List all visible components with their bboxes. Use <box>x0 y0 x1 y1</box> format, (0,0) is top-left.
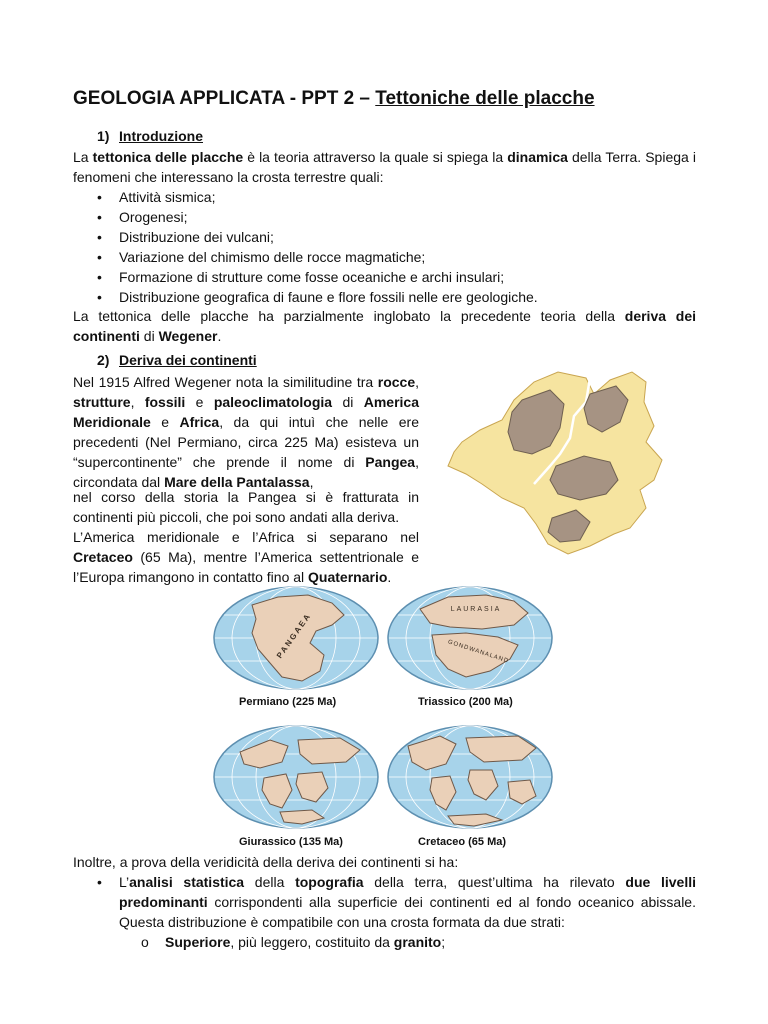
intro-paragraph <box>73 147 696 187</box>
map-caption: Permiano (225 Ma) <box>239 696 337 708</box>
list-item: • Attività sismica; <box>73 187 538 207</box>
text-run: Pangea <box>365 454 416 470</box>
text-run: analisi statistica <box>129 874 245 890</box>
text-run: La <box>73 149 93 165</box>
text-run: , da qui intuì che nelle ere precedenti (Nel Permiano, circa 225 Ma) esisteva un “supercontinente” che prende il nome di <box>73 414 419 470</box>
map-caption: Triassico (200 Ma) <box>418 696 513 708</box>
text-run: della <box>244 874 296 890</box>
text-run: Superiore <box>165 934 231 950</box>
section-title: Deriva dei continenti <box>119 352 257 368</box>
section-2-heading <box>97 352 257 368</box>
text-run: , <box>309 474 314 490</box>
separation-paragraph <box>73 527 419 587</box>
text-run: Wegener <box>158 328 218 344</box>
text-run: America Meridionale <box>73 394 419 430</box>
title-main: GEOLOGIA APPLICATA - PPT 2 – <box>73 88 376 109</box>
pangea-fit-illustration <box>440 358 680 558</box>
text-run: tettonica delle placche <box>92 149 244 165</box>
text-run: L’ <box>119 874 130 890</box>
document-title <box>73 88 595 110</box>
list-item: • Formazione di strutture come fosse oceaniche e archi insulari; <box>73 267 538 287</box>
text-run: ; <box>441 934 446 950</box>
triassic-map <box>386 585 554 691</box>
text-run: , <box>415 374 419 390</box>
text-run: . <box>217 328 222 344</box>
evidence-intro <box>73 852 696 872</box>
text-run: di <box>332 394 364 410</box>
list-item <box>73 872 696 932</box>
text-run: nel corso della storia la Pangea si è fratturata in continenti più piccoli, che poi sono andati alla deriva. <box>73 489 419 525</box>
text-run: , <box>130 394 145 410</box>
title-subject: Tettoniche delle placche <box>375 88 595 109</box>
text-run: della terra, quest’ultima ha rilevato <box>363 874 626 890</box>
text-run: Mare della Pantalassa <box>164 474 310 490</box>
cretaceous-map <box>386 724 554 830</box>
text-run: Nel 1915 Alfred Wegener nota la similitudine tra <box>73 374 378 390</box>
section-1-heading <box>97 128 203 144</box>
text-run: della Terra. Spiega i fenomeni che interessano la crosta terrestre quali: <box>73 149 696 185</box>
wegener-observation-paragraph <box>73 372 419 492</box>
section-number: 2) <box>97 352 110 368</box>
list-item: • Variazione del chimismo delle rocce magmatiche; <box>73 247 538 267</box>
permian-map <box>212 585 380 691</box>
section-title: Introduzione <box>119 128 203 144</box>
sublist-item <box>73 932 696 952</box>
text-run: Inoltre, a prova della veridicità della deriva dei continenti si ha: <box>73 854 459 870</box>
text-run: e <box>185 394 214 410</box>
text-run: due livelli predominanti <box>119 874 697 910</box>
text-run: Cretaceo <box>73 549 133 565</box>
pangea-breakup-paragraph <box>73 487 419 527</box>
text-run: deriva dei continenti <box>73 308 696 344</box>
list-item: • Orogenesi; <box>73 207 538 227</box>
text-run: (65 Ma), mentre l’America settentrionale e l’Europa rimangono in contatto fino al <box>73 549 419 585</box>
continent-label: PANGAEA <box>274 611 313 661</box>
circle-bullet-icon: o <box>141 934 149 950</box>
jurassic-map <box>212 724 380 830</box>
wegener-paragraph <box>73 306 696 346</box>
text-run: granito <box>393 934 442 950</box>
text-run: dinamica <box>507 149 568 165</box>
section-number: 1) <box>97 128 110 144</box>
continent-label: GONDWANALAND <box>447 639 510 665</box>
text-run: è la teoria attraverso la quale si spiega la <box>243 149 508 165</box>
crust-layer-sublist <box>73 932 696 952</box>
text-run: , più leggero, costituito da <box>230 934 394 950</box>
list-item: • Distribuzione geografica di faune e flore fossili nelle ere geologiche. <box>73 287 538 307</box>
text-run: e <box>150 414 180 430</box>
text-run: strutture <box>73 394 131 410</box>
text-run: Quaternario <box>308 569 388 585</box>
text-run: fossili <box>144 394 186 410</box>
sublist-text <box>165 934 445 950</box>
text-run: paleoclimatologia <box>213 394 333 410</box>
phenomena-list <box>73 187 538 307</box>
text-run: di <box>139 328 159 344</box>
text-run: L’America meridionale e l’Africa si separano nel <box>73 529 419 545</box>
text-run: corrispondenti alla superficie dei continenti ed al fondo oceanico abissale. Questa distribuzione è compatibile con una crosta formata da due strati: <box>119 894 696 930</box>
evidence-list <box>73 872 696 932</box>
text-run: La tettonica delle placche ha parzialmente inglobato la precedente teoria della <box>73 308 625 324</box>
text-run: topografia <box>295 874 364 890</box>
continent-label: LAURASIA <box>450 606 502 613</box>
text-run: rocce <box>377 374 416 390</box>
text-run: , circondata dal <box>73 454 419 490</box>
map-caption: Cretaceo (65 Ma) <box>418 836 507 848</box>
text-run: . <box>387 569 392 585</box>
map-caption: Giurassico (135 Ma) <box>239 836 343 848</box>
list-item: • Distribuzione dei vulcani; <box>73 227 538 247</box>
text-run: Africa <box>179 414 220 430</box>
